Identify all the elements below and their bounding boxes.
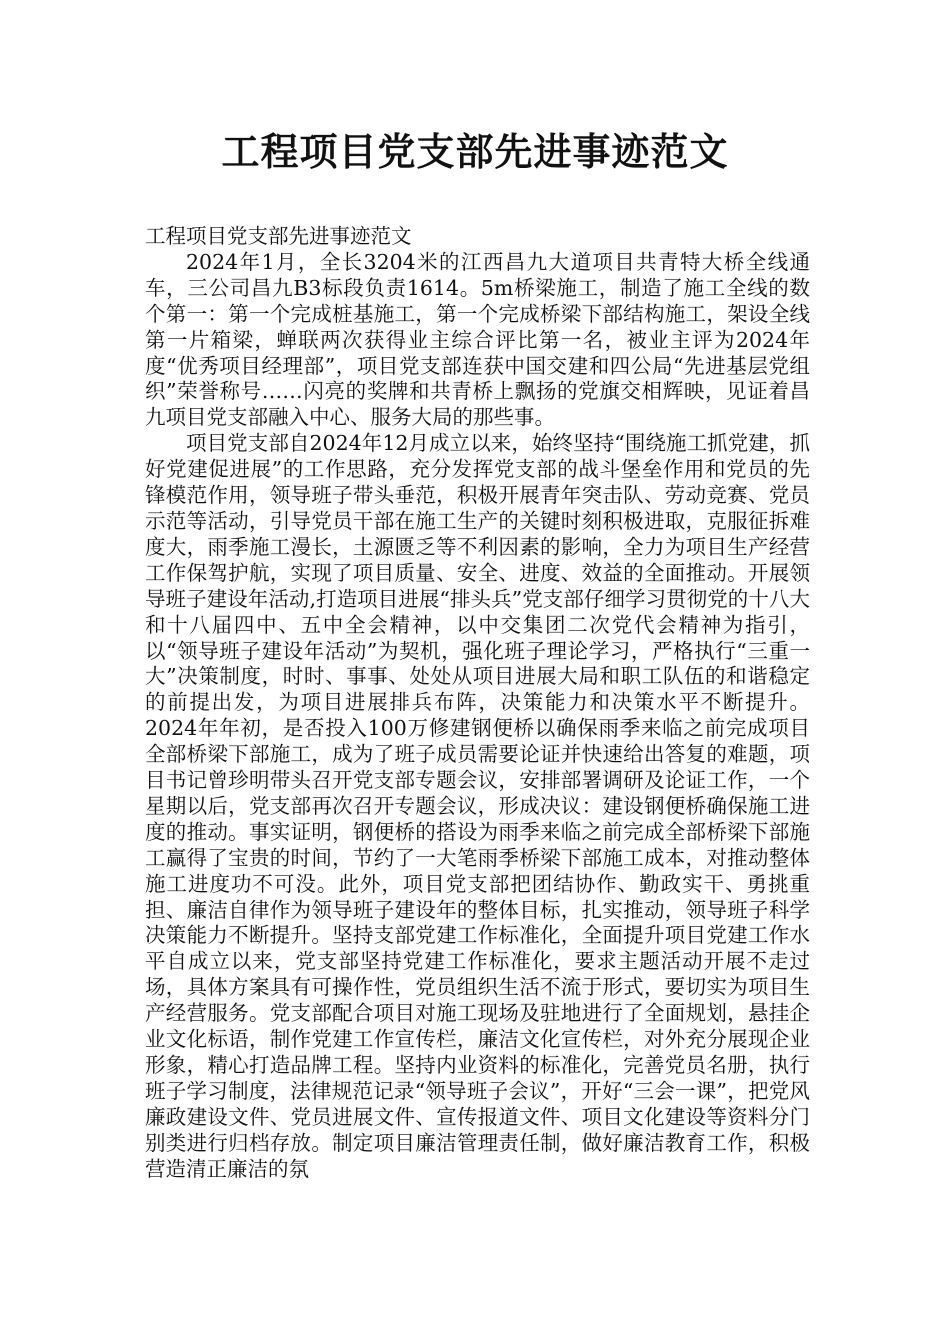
document-body (145, 224, 810, 1183)
paragraph-2: 项目党支部自2024年12月成立以来，始终坚持“围绕施工抓党建，抓好党建促进展”的工作思路，充分发挥党支部的战斗堡垒作用和党员的先锋模范作用，领导班子带头垂范，积极开展青年突击队、劳动竞赛、党员示范等活动，引导党员干部在施工生产的关键时刻积极进取，克服征拆难度大，雨季施工漫长，土源匮乏等不利因素的影响，全力为项目生产经营工作保驾护航，实现了项目质量、安全、进度、效益的全面推动。开展领导班子建设年活动,打造项目进展“排头兵”党支部仔细学习贯彻党的十八大和十八届四中、五中全会精神，以中交集团二次党代会精神为指引，以“领导班子建设年活动”为契机，强化班子理论学习，严格执行“三重一大”决策制度，时时、事事、处处从项目进展大局和职工队伍的和谐稳定的前提出发，为项目进展排兵布阵，决策能力和决策水平不断提升。2024年年初，是否投入100万修建钢便桥以确保雨季来临之前完成项目全部桥梁下部施工，成为了班子成员需要论证并快速给出答复的难题，项目书记曾珍明带头召开党支部专题会议，安排部署调研及论证工作，一个星期以后，党支部再次召开专题会议，形成决议：建设钢便桥确保施工进度的推动。事实证明，钢便桥的搭设为雨季来临之前完成全部桥梁下部施工赢得了宝贵的时间，节约了一大笔雨季桥梁下部施工成本，对推动整体施工进度功不可没。此外，项目党支部把团结协作、勤政实干、勇挑重担、廉洁自律作为领导班子建设年的整体目标，扎实推动，领导班子科学决策能力不断提升。坚持支部党建工作标准化，全面提升项目党建工作水平自成立以来，党支部坚持党建工作标准化，要求主题活动开展不走过场，具体方案具有可操作性，党员组织生活不流于形式，要切实为项目生产经营服务。党支部配合项目对施工现场及驻地进行了全面规划，悬挂企业文化标语，制作党建工作宣传栏，廉洁文化宣传栏，对外充分展现企业形象，精心打造品牌工程。坚持内业资料的标准化，完善党员名册，执行班子学习制度，法律规范记录“领导班子会议”，开好“三会一课”，把党风廉政建设文件、党员进展文件、宣传报道文件、项目文化建设等资料分门别类进行归档存放。制定项目廉洁管理责任制，做好廉洁教育工作，积极营造清正廉洁的氛 (145, 431, 810, 1181)
document-title: 工程项目党支部先进事迹范文 (221, 129, 729, 174)
paragraph-1: 2024年1月，全长3204米的江西昌九大道项目共青特大桥全线通车，三公司昌九B3标段负责1614。5m桥梁施工，制造了施工全线的数个第一：第一个完成桩基施工，第一个完成桥梁下部结构施工，架设全线第一片箱梁，蝉联两次获得业主综合评比第一名，被业主评为2024年度“优秀项目经理部”，项目党支部连获中国交建和四公局“先进基层党组织”荣誉称号……闪亮的奖牌和共青桥上飘扬的党旗交相辉映，见证着昌九项目党支部融入中心、服务大局的那些事。 (145, 249, 810, 430)
document-subtitle: 工程项目党支部先进事迹范文 (145, 224, 412, 248)
